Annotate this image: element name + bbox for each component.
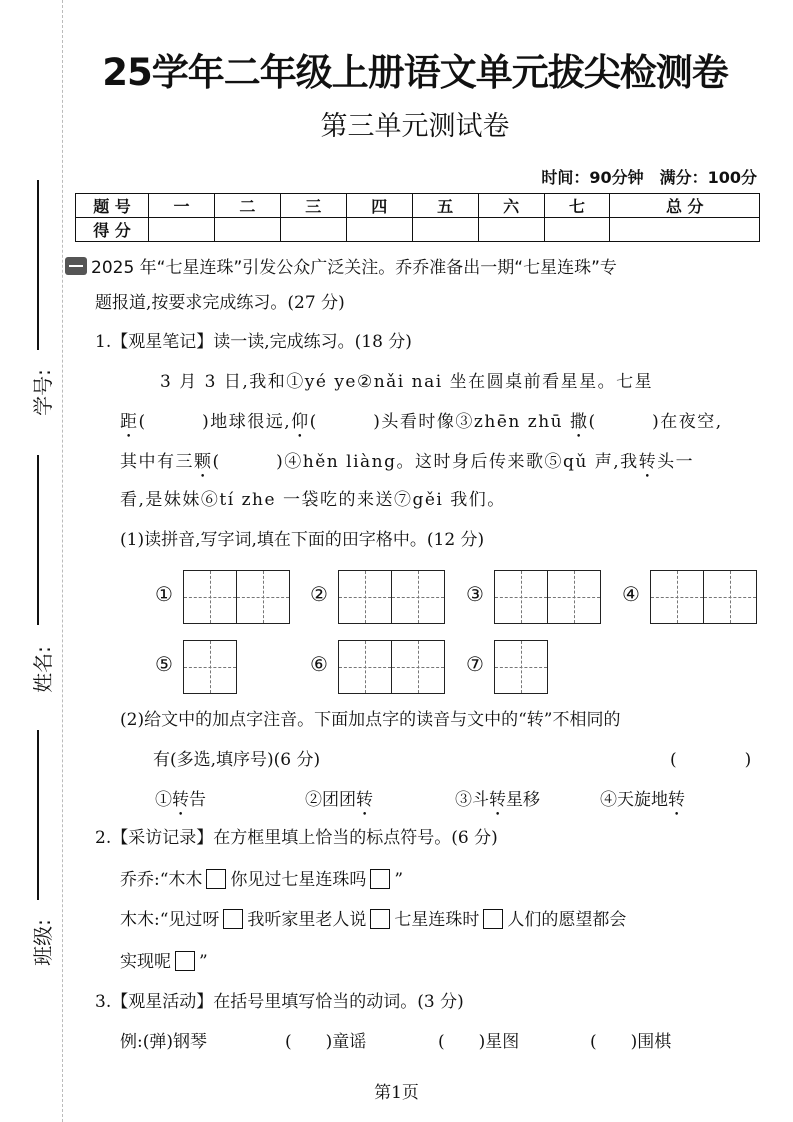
dotted-char: 颗 [194, 452, 213, 472]
option-2 [305, 789, 373, 820]
passage-line [120, 411, 723, 442]
tianzige-grid[interactable] [183, 640, 237, 694]
q1-sub1: (1)读拼音,写字词,填在下面的田字格中。(12 分) [120, 530, 485, 550]
binding-line [62, 0, 63, 1122]
passage-line [120, 489, 506, 511]
tianzige-grid[interactable] [338, 570, 445, 624]
grid-label: ⑤ [155, 652, 173, 676]
punct-box[interactable] [206, 869, 226, 889]
dotted-char: 转 [172, 790, 189, 810]
text-segment: 3 月 3 日,我和①yé ye②nǎi nai 坐在圆桌前看星星。七星 [160, 372, 654, 392]
section-one-line2: 题报道,按要求完成练习。(27 分) [95, 293, 345, 313]
page-number: 第1页 [374, 1083, 419, 1103]
q2-heading: 2.【采访记录】在方框里填上恰当的标点符号。(6 分) [95, 828, 498, 848]
text-segment: ③斗 [455, 790, 489, 810]
tianzige-cell[interactable] [495, 641, 547, 693]
q3-heading: 3.【观星活动】在括号里填写恰当的动词。(3 分) [95, 992, 464, 1012]
student-no-label: 学号: [30, 369, 55, 416]
q1-sub2-line1: (2)给文中的加点字注音。下面加点字的读音与文中的“转”不相同的 [120, 710, 621, 730]
text-segment: ( )④hěn liàng。这时身后传来歌⑤qǔ 声,我 [212, 452, 639, 472]
section-one-text: 2025 年“七星连珠”引发公众广泛关注。乔乔准备出一期“七星连珠”专 [91, 258, 617, 278]
q3-item-0: 例:(弹)钢琴 [120, 1032, 207, 1052]
punct-box[interactable] [483, 909, 503, 929]
section-number-icon [65, 257, 87, 275]
text: 实现呢 [120, 952, 171, 972]
score-header-cell: 五 [412, 194, 478, 218]
tianzige-grid[interactable] [494, 640, 548, 694]
score-header-cell: 四 [346, 194, 412, 218]
score-header-cell: 题 号 [76, 194, 149, 218]
score-cell[interactable] [544, 218, 610, 242]
score-cell[interactable] [610, 218, 760, 242]
score-header-cell: 一 [149, 194, 215, 218]
score-cell[interactable] [346, 218, 412, 242]
page-subtitle: 第三单元测试卷 [320, 111, 510, 142]
text-segment: 头一 [657, 452, 695, 472]
score-header-cell: 七 [544, 194, 610, 218]
punct-box[interactable] [175, 951, 195, 971]
option-3 [455, 789, 540, 820]
tianzige-cell[interactable] [651, 571, 703, 623]
score-cell[interactable] [280, 218, 346, 242]
tianzige-cell[interactable] [184, 641, 236, 693]
tianzige-cell[interactable] [391, 641, 444, 693]
text-segment: ②团团 [305, 790, 356, 810]
tianzige-cell[interactable] [391, 571, 444, 623]
tianzige-cell[interactable] [547, 571, 600, 623]
tianzige-cell[interactable] [184, 571, 236, 623]
tianzige-cell[interactable] [339, 571, 391, 623]
text-segment: ( )头看时像③zhēn zhū [309, 412, 571, 432]
score-header-cell: 六 [478, 194, 544, 218]
name-line [37, 455, 39, 625]
class-line [37, 730, 39, 900]
text: 我听家里老人说 [247, 910, 367, 930]
dotted-char: 转 [356, 790, 373, 810]
score-table [75, 193, 760, 242]
tianzige-grid[interactable] [494, 570, 601, 624]
section-one-line1 [65, 257, 617, 279]
score-cell[interactable] [214, 218, 280, 242]
class-label: 班级: [30, 919, 55, 966]
q3-item-3[interactable]: ( )围棋 [590, 1032, 672, 1052]
dotted-char: 转 [489, 790, 506, 810]
text: 木木:“见过呀 [120, 910, 220, 930]
text-segment: 告 [189, 790, 206, 810]
q3-item-1[interactable]: ( )童谣 [285, 1032, 367, 1052]
score-cell[interactable] [412, 218, 478, 242]
text-segment: ( )在夜空, [588, 412, 723, 432]
q1-sub2-line2: 有(多选,填序号)(6 分) [153, 750, 321, 770]
text: ” [394, 870, 404, 890]
grid-label: ④ [622, 582, 640, 606]
text: 你见过七星连珠吗 [230, 870, 367, 890]
student-no-line [37, 180, 39, 350]
q1-heading: 1.【观星笔记】读一读,完成练习。(18 分) [95, 332, 412, 352]
punct-box[interactable] [370, 909, 390, 929]
text-segment: 星移 [506, 790, 540, 810]
score-header-cell: 三 [280, 194, 346, 218]
tianzige-grid[interactable] [650, 570, 757, 624]
grid-label: ⑦ [466, 652, 484, 676]
dotted-char: 距 [120, 412, 139, 432]
passage-line [160, 371, 653, 393]
dotted-char: 撒 [570, 412, 589, 432]
text: 乔乔:“木木 [120, 870, 203, 890]
score-header-cell: 总 分 [610, 194, 760, 218]
tianzige-cell[interactable] [495, 571, 547, 623]
grid-label: ⑥ [310, 652, 328, 676]
score-row-label: 得 分 [76, 218, 149, 242]
text: ” [199, 952, 208, 972]
punct-box[interactable] [223, 909, 243, 929]
text-segment: 看,是妹妹⑥tí zhe 一袋吃的来送⑦gěi 我们。 [120, 490, 506, 510]
text-segment: 其中有三 [120, 452, 194, 472]
text: 人们的愿望都会 [507, 910, 627, 930]
grid-label: ③ [466, 582, 484, 606]
dotted-char: 转 [668, 790, 685, 810]
answer-paren[interactable]: ( ) [670, 750, 752, 770]
tianzige-cell[interactable] [703, 571, 756, 623]
time-score-info: 时间：90分钟 满分：100分 [541, 168, 757, 187]
tianzige-grid[interactable] [183, 570, 290, 624]
q3-item-2[interactable]: ( )星图 [438, 1032, 520, 1052]
score-cell[interactable] [478, 218, 544, 242]
grid-label: ① [155, 582, 173, 606]
grid-label: ② [310, 582, 328, 606]
text: 七星连珠时 [394, 910, 480, 930]
text-segment: ① [155, 790, 172, 810]
q2-mu-line [120, 909, 626, 931]
text-segment: ( )地球很远, [138, 412, 292, 432]
q2-qiao-line [120, 869, 403, 891]
dotted-char: 转 [638, 452, 658, 472]
tianzige-grid[interactable] [338, 640, 445, 694]
tianzige-cell[interactable] [339, 641, 391, 693]
passage-line [120, 451, 694, 482]
text-segment: ④天旋地 [600, 790, 668, 810]
option-4 [600, 789, 685, 820]
page-title: 25学年二年级上册语文单元拔尖检测卷 [102, 51, 728, 94]
q2-mu-line2 [120, 951, 208, 973]
score-header-cell: 二 [214, 194, 280, 218]
punct-box[interactable] [370, 869, 390, 889]
option-1 [155, 789, 206, 820]
tianzige-cell[interactable] [236, 571, 289, 623]
name-label: 姓名: [30, 646, 55, 693]
dotted-char: 仰 [291, 412, 310, 432]
score-cell[interactable] [149, 218, 215, 242]
